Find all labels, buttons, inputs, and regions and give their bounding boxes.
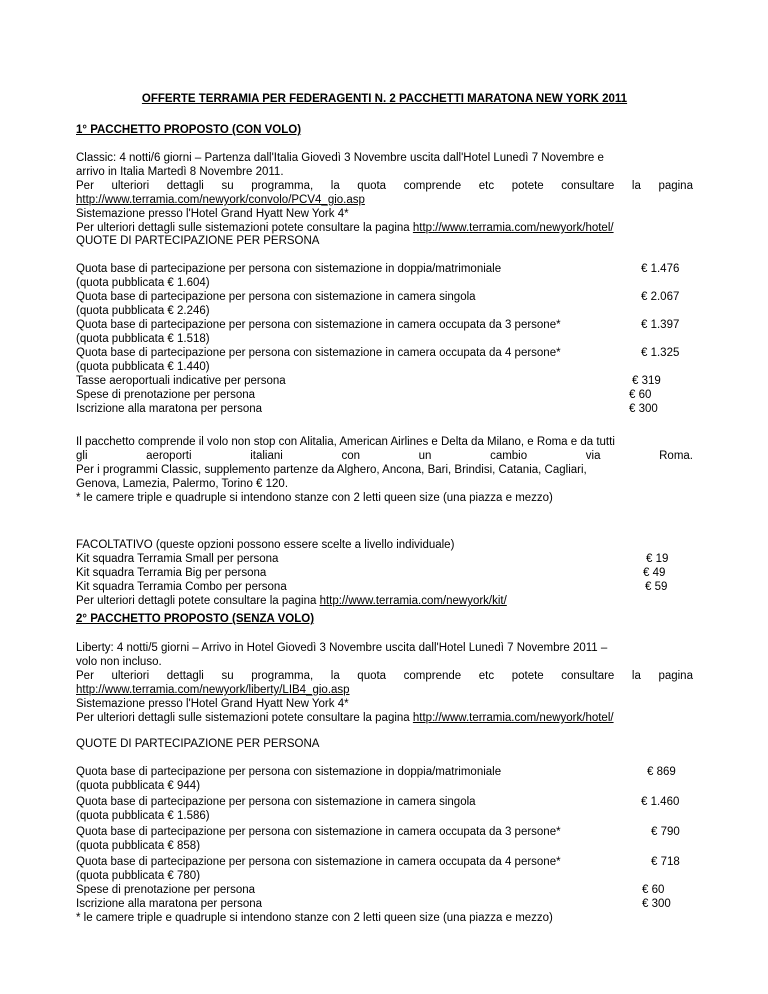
kit-row: Kit squadra Terramia Combo per persona € 59	[76, 581, 668, 593]
kit-price: € 49	[643, 567, 666, 579]
package1-quotes	[76, 262, 693, 416]
extra-price: € 319	[632, 375, 661, 387]
package1-heading: 1° PACCHETTO PROPOSTO (CON VOLO)	[76, 124, 302, 136]
package2-hotel-info: Per ulteriori dettagli sulle sistemazioni potete consultare la pagina http://www.terramia.com/newyork/hotel/	[76, 712, 614, 724]
flight-line1: Il pacchetto comprende il volo non stop con Alitalia, American Airlines e Delta da Milano, e Roma e da tutti	[76, 436, 615, 448]
quote-price: € 1.476	[641, 263, 680, 275]
package1-hotel: Sistemazione presso l'Hotel Grand Hyatt New York 4*	[76, 208, 349, 220]
package1-hotel-link[interactable]: http://www.terramia.com/newyork/hotel/	[412, 222, 614, 234]
package1-intro-line1: Classic: 4 notti/6 giorni – Partenza dall'Italia Giovedì 3 Novembre uscita dall'Hotel Lunedì 7 Novembre e	[76, 152, 604, 164]
package1-hotel-info: Per ulteriori dettagli sulle sistemazioni potete consultare la pagina http://www.terramia.com/newyork/hotel/	[76, 222, 614, 234]
flight-line4: Genova, Lamezia, Palermo, Torino € 120.	[76, 478, 289, 490]
extra-price: € 60	[642, 884, 665, 896]
quote-price: € 1.460	[641, 796, 680, 808]
package2-details-line: Per ulteriori dettagli su programma, la quota comprende etc potete consultare la pagina	[76, 670, 693, 682]
package1-optional	[76, 538, 693, 608]
quote-published: (quota pubblicata € 1.586)	[76, 810, 210, 822]
kit-link[interactable]: http://www.terramia.com/newyork/kit/	[319, 595, 507, 607]
package1-flight-info	[76, 435, 693, 505]
kit-row: Kit squadra Terramia Big per persona € 49	[76, 567, 666, 579]
extra-row: Iscrizione alla maratona per persona € 300	[76, 403, 658, 415]
quote-price: € 790	[651, 826, 680, 838]
quote-price: € 869	[647, 766, 676, 778]
quote-published: (quota pubblicata € 1.518)	[76, 333, 210, 345]
quote-price: € 718	[651, 856, 680, 868]
quote-published: (quota pubblicata € 858)	[76, 840, 201, 852]
package1-intro	[76, 151, 693, 235]
rooms-note: * le camere triple e quadruple si intendono stanze con 2 letti queen size (una piazza e mezzo)	[76, 492, 553, 504]
extra-price: € 60	[629, 389, 652, 401]
quote-published: (quota pubblicata € 1.604)	[76, 277, 210, 289]
kit-row: Kit squadra Terramia Small per persona € 19	[76, 553, 669, 565]
quote-published: (quota pubblicata € 1.440)	[76, 361, 210, 373]
quote-row: Quota base di partecipazione per persona con sistemazione in camera occupata da 4 persone* € 1.325	[76, 347, 680, 359]
package2-heading: 2° PACCHETTO PROPOSTO (SENZA VOLO)	[76, 613, 315, 625]
quote-published: (quota pubblicata € 2.246)	[76, 305, 210, 317]
kit-price: € 59	[645, 581, 668, 593]
extra-price: € 300	[642, 898, 671, 910]
extra-row: Spese di prenotazione per persona € 60	[76, 884, 665, 896]
quote-row: Quota base di partecipazione per persona con sistemazione in camera occupata da 3 persone* € 790	[76, 826, 680, 838]
quote-row: Quota base di partecipazione per persona con sistemazione in doppia/matrimoniale € 1.476	[76, 263, 680, 275]
quote-published: (quota pubblicata € 780)	[76, 870, 201, 882]
flight-line2: gli aeroporti italiani con un cambio via Roma.	[76, 450, 693, 462]
quote-row: Quota base di partecipazione per persona con sistemazione in camera singola € 1.460	[76, 796, 680, 808]
extra-row: Tasse aeroportuali indicative per persona € 319	[76, 375, 661, 387]
quote-published: (quota pubblicata € 944)	[76, 780, 201, 792]
quote-price: € 2.067	[641, 291, 680, 303]
quote-price: € 1.325	[641, 347, 680, 359]
package1-details-line: Per ulteriori dettagli su programma, la quota comprende etc potete consultare la pagina	[76, 180, 693, 192]
quote-row: Quota base di partecipazione per persona con sistemazione in camera occupata da 3 persone* € 1.397	[76, 319, 680, 331]
kit-info: Per ulteriori dettagli potete consultare la pagina http://www.terramia.com/newyork/kit/	[76, 595, 507, 607]
extra-price: € 300	[629, 403, 658, 415]
rooms-note: * le camere triple e quadruple si intendono stanze con 2 letti queen size (una piazza e mezzo)	[76, 912, 553, 924]
optional-heading: FACOLTATIVO (queste opzioni possono essere scelte a livello individuale)	[76, 539, 455, 551]
package1-intro-line2: arrivo in Italia Martedì 8 Novembre 2011.	[76, 166, 284, 178]
flight-line3: Per i programmi Classic, supplemento partenze da Alghero, Ancona, Bari, Brindisi, Catania, Cagliari,	[76, 464, 587, 476]
quote-price: € 1.397	[641, 319, 680, 331]
package1-program-link[interactable]: http://www.terramia.com/newyork/convolo/PCV4_gio.asp	[76, 194, 365, 206]
package2-quotes	[76, 765, 693, 925]
package2-hotel: Sistemazione presso l'Hotel Grand Hyatt New York 4*	[76, 698, 349, 710]
quote-row: Quota base di partecipazione per persona con sistemazione in camera singola € 2.067	[76, 291, 680, 303]
package2-intro	[76, 641, 693, 725]
kit-price: € 19	[646, 553, 669, 565]
package1-quote-heading: QUOTE DI PARTECIPAZIONE PER PERSONA	[76, 235, 320, 247]
extra-row: Spese di prenotazione per persona € 60	[76, 389, 652, 401]
package2-intro-line2: volo non incluso.	[76, 656, 162, 668]
document-title: OFFERTE TERRAMIA PER FEDERAGENTI N. 2 PACCHETTI MARATONA NEW YORK 2011	[141, 93, 628, 105]
quote-row: Quota base di partecipazione per persona con sistemazione in doppia/matrimoniale € 869	[76, 766, 676, 778]
package2-hotel-link[interactable]: http://www.terramia.com/newyork/hotel/	[412, 712, 614, 724]
package2-quote-heading: QUOTE DI PARTECIPAZIONE PER PERSONA	[76, 738, 320, 750]
extra-row: Iscrizione alla maratona per persona € 300	[76, 898, 671, 910]
package2-intro-line1: Liberty: 4 notti/5 giorni – Arrivo in Hotel Giovedì 3 Novembre uscita dall'Hotel Lunedì 7 Novembre 2011 –	[76, 642, 608, 654]
package2-program-link[interactable]: http://www.terramia.com/newyork/liberty/LIB4_gio.asp	[76, 684, 350, 696]
quote-row: Quota base di partecipazione per persona con sistemazione in camera occupata da 4 persone* € 718	[76, 856, 680, 868]
